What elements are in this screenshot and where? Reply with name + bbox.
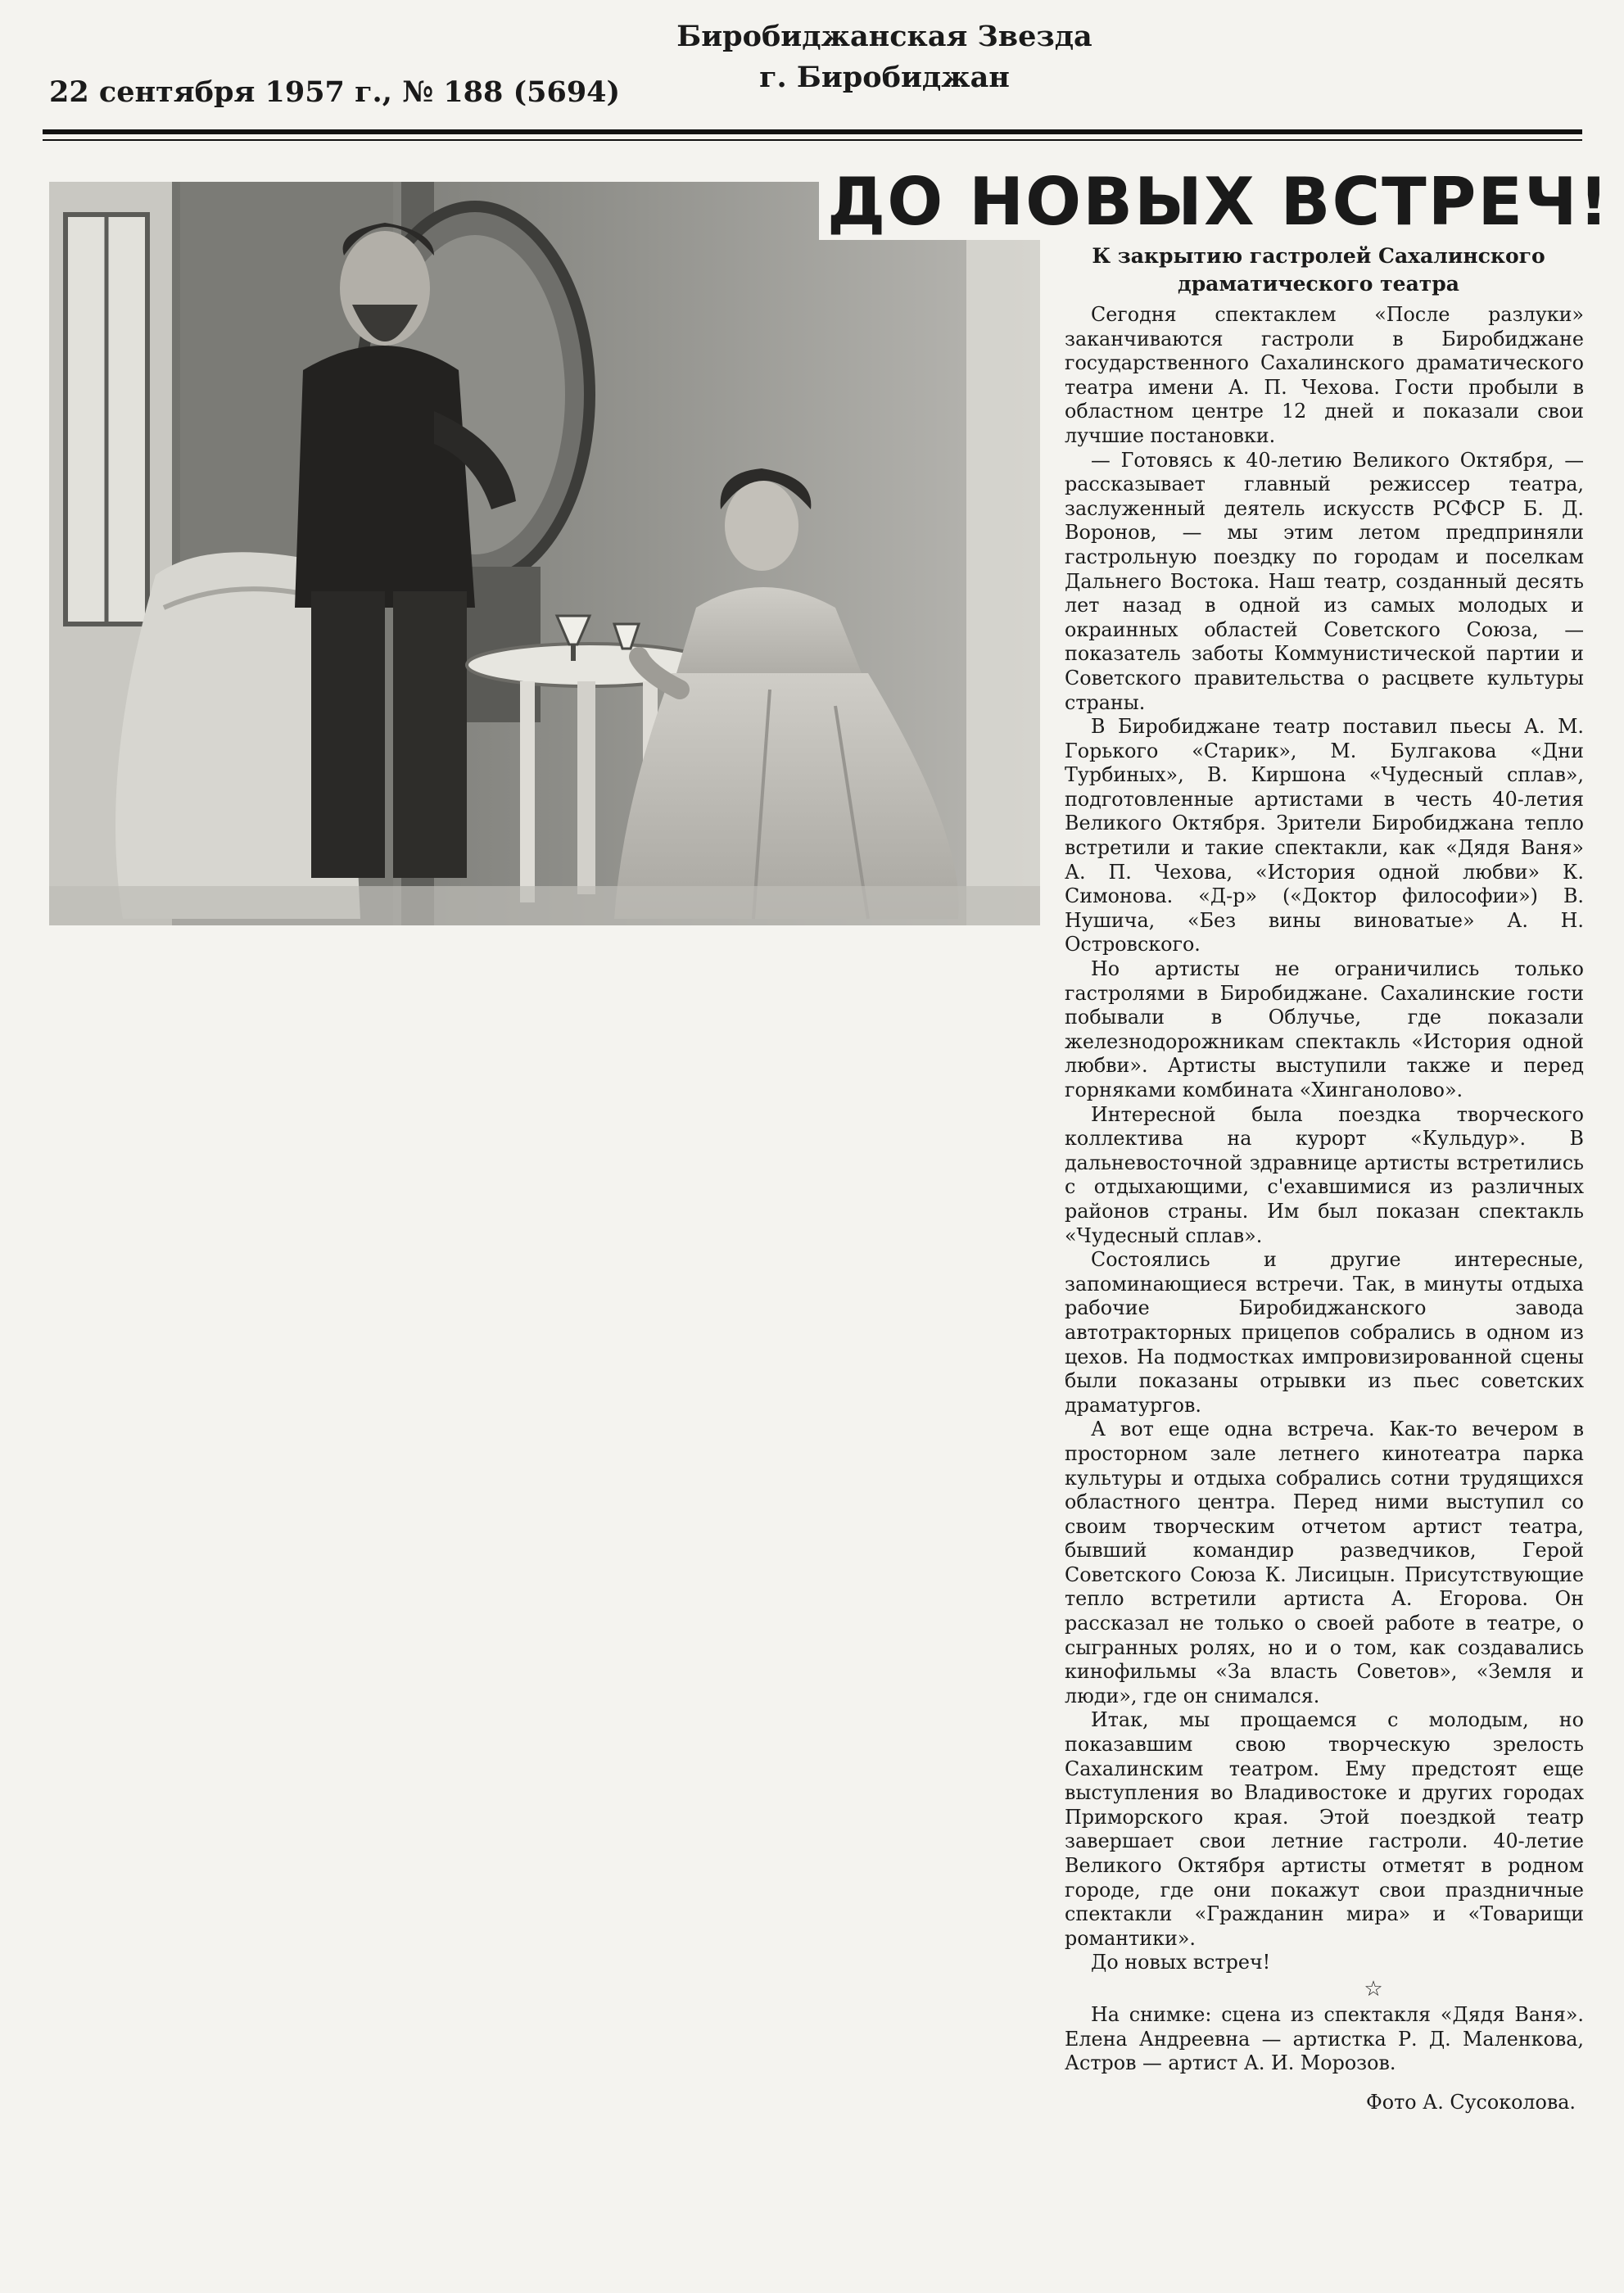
photo-credit: Фото А. Сусоколова.	[1366, 2090, 1576, 2114]
article-headline: ДО НОВЫХ ВСТРЕЧ!	[819, 164, 1589, 240]
subheading-line-2: драматического театра	[1178, 272, 1459, 296]
paragraph-5: Интересной была поездка творческого коллектива на курорт «Кульдур». В дальневосточной здравнице артисты встретились с отдыхающими, с'ехавшимися из различных районов страны. Им был показан спектакль «Чудесный сплав».	[1065, 1102, 1584, 1247]
article-subheading	[1056, 242, 1581, 298]
paragraph-7: А вот еще одна встреча. Как-то вечером в просторном зале летнего кинотеатра парка культуры и отдыха собрались сотни трудящихся областного центра. Перед ними выступил со своим творческим отчетом артист театра, бывший командир разведчиков, Герой Советского Союза К. Лисицын. Присутствующие тепло встретили артиста А. Егорова. Он рассказал не только о своей работе в театре, о сыгранных ролях, но и о том, как создавались кинофильмы «За власть Советов», «Земля и люди», где он снимался.	[1065, 1418, 1584, 1707]
newspaper-masthead	[639, 16, 1130, 98]
stage-photo-illustration	[49, 182, 1040, 925]
newspaper-city: г. Биробиджан	[759, 61, 1010, 94]
header-rule	[43, 129, 1582, 141]
subheading-line-1: К закрытию гастролей Сахалинского	[1092, 244, 1545, 268]
paragraph-3: В Биробиджане театр поставил пьесы А. М. Горького «Старик», М. Булгакова «Дни Турбиных», В. Киршона «Чудесный сплав», подготовленные артистами в честь 40-летия Великого Октября. Зрители Биробиджана тепло встретили и такие спектакли, как «Дядя Ваня» А. П. Чехова, «История одной любви» К. Симонова. «Д-р» («Доктор философии») В. Нушича, «Без вины виноватые» А. Н. Островского.	[1065, 715, 1584, 957]
paragraph-9: До новых встреч!	[1091, 1951, 1271, 1974]
issue-date-number: 22 сентября 1957 г., № 188 (5694)	[49, 75, 621, 109]
paragraph-4: Но артисты не ограничились только гастролями в Биробиджане. Сахалинские гости побывали в Облучье, где показали железнодорожникам спектакль «История одной любви». Артисты выступили также и перед горняками комбината «Хинганолово».	[1065, 957, 1584, 1101]
paragraph-2: — Готовясь к 40-летию Великого Октября, — рассказывает главный режиссер театра, заслуженный деятель искусств РСФСР Б. Д. Воронов, — мы этим летом предприняли гастрольную поездку по городам и поселкам Дальнего Востока. Наш театр, созданный десять лет назад в одной из самых молодых и окраинных областей Советского Союза, — показатель заботы Коммунистической партии и Советского правительства о расцвете культуры страны.	[1065, 448, 1584, 714]
photo-caption: На снимке: сцена из спектакля «Дядя Ваня». Елена Андреевна — артистка Р. Д. Маленкова, Астров — артист А. И. Морозов.	[1065, 2002, 1584, 2075]
paragraph-1: Сегодня спектаклем «После разлуки» заканчиваются гастроли в Биробиджане государственного Сахалинского драматического театра имени А. П. Чехова. Гости пробыли в областном центре 12 дней и показали свои лучшие постановки.	[1065, 303, 1584, 447]
star-icon: ☆	[1364, 1976, 1383, 2001]
paragraph-8: Итак, мы прощаемся с молодым, но показавшим свою творческую зрелость Сахалинским театром. Ему предстоят еще выступления во Владивостоке и других городах Приморского края. Этой поездкой театр завершает свои летние гастроли. 40-летие Великого Октября артисты отметят в родном городе, где они покажут свои праздничные спектакли «Гражданин мира» и «Товарищи романтики».	[1065, 1708, 1584, 1950]
article-body	[1065, 303, 1584, 2114]
paragraph-6: Состоялись и другие интересные, запоминающиеся встречи. Так, в минуты отдыха рабочие Биробиджанского завода автотракторных прицепов собрались в одном из цехов. На подмостках импровизированной сцены были показаны отрывки из пьес советских драматургов.	[1065, 1248, 1584, 1417]
newspaper-name: Биробиджанская Звезда	[676, 20, 1092, 53]
stage-photo	[49, 182, 1040, 925]
photo-caption-block	[1065, 2003, 1584, 2076]
